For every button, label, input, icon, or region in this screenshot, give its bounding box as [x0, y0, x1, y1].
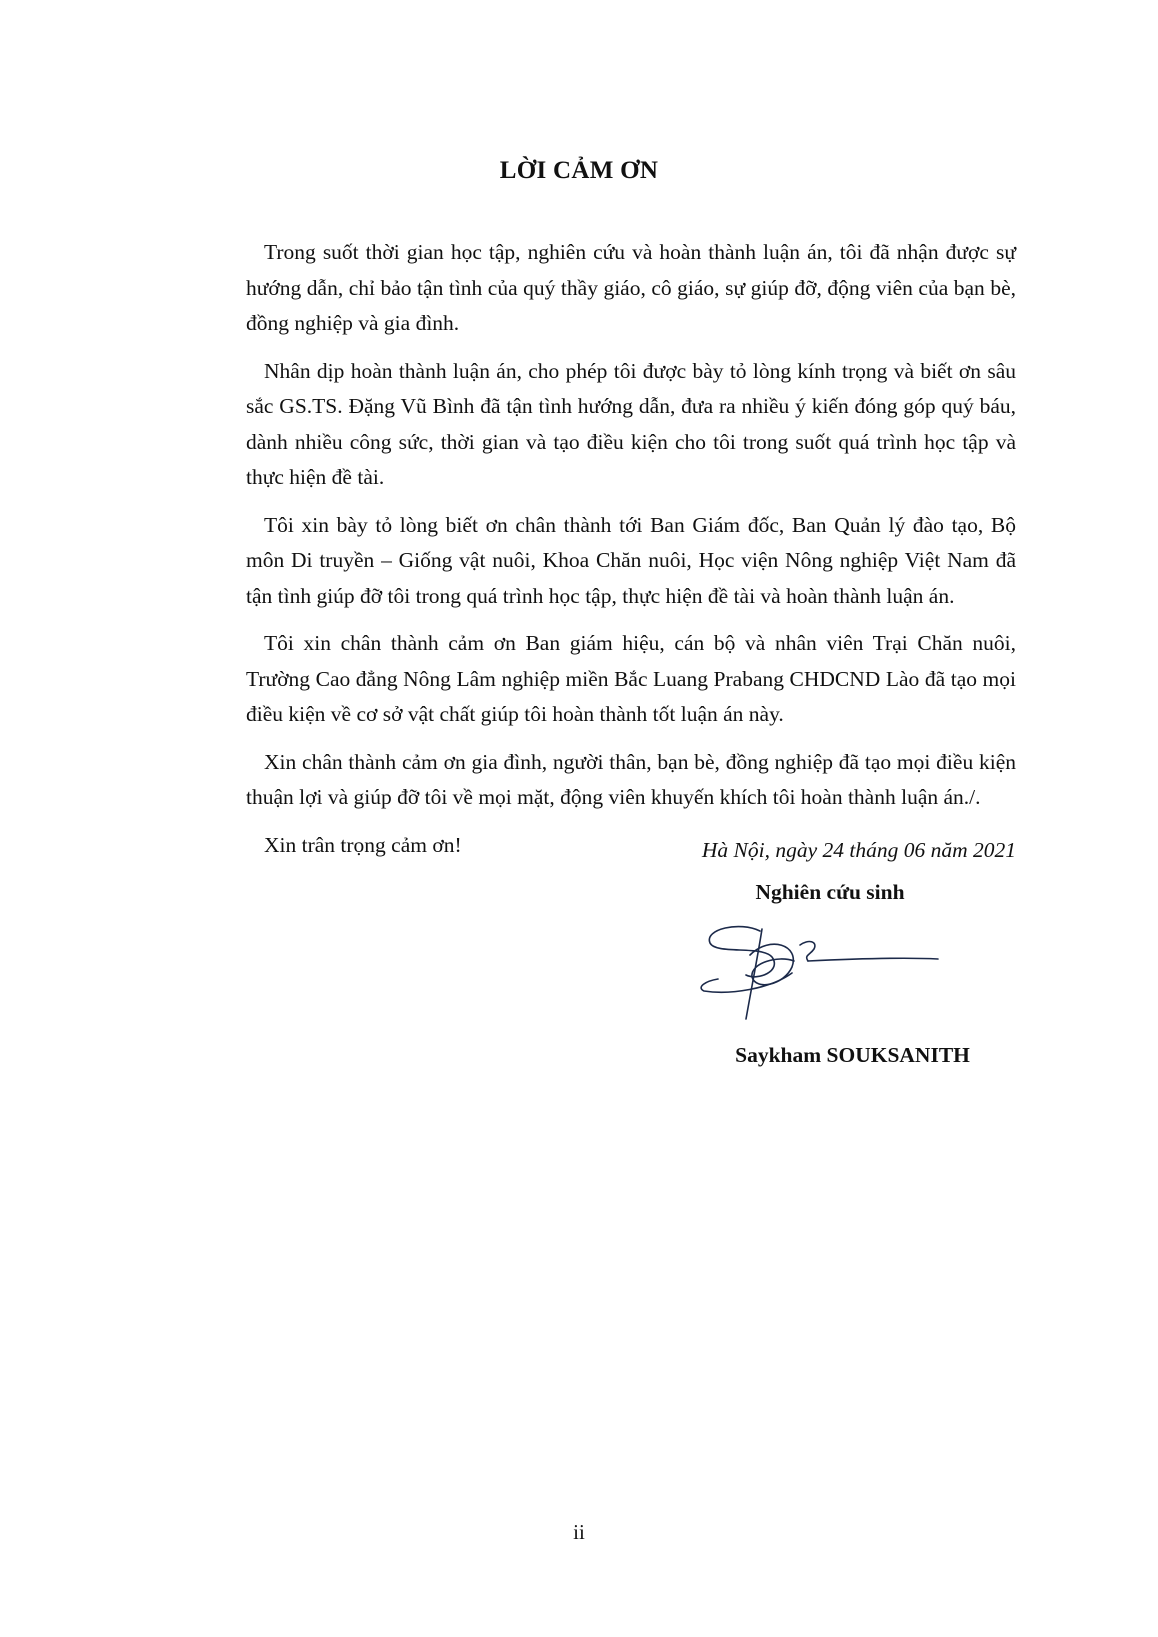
- signer-name: Saykham SOUKSANITH: [735, 1043, 970, 1067]
- handwritten-signature: [700, 915, 980, 1035]
- page-title: LỜI CẢM ƠN: [499, 157, 659, 184]
- acknowledgement-body: [246, 235, 1016, 863]
- signer-role: Nghiên cứu sinh: [755, 880, 905, 904]
- closing-line: Xin trân trọng cảm ơn!: [264, 832, 462, 857]
- date-place-line: Hà Nội, ngày 24 tháng 06 năm 2021: [701, 838, 1016, 862]
- paragraph-4: Tôi xin chân thành cảm ơn Ban giám hiệu, cán bộ và nhân viên Trại Chăn nuôi, Trường Cao đẳng Nông Lâm nghiệp miền Bắc Luang Prabang CHDCND Lào đã tạo mọi điều kiện về cơ sở vật chất giúp tôi hoàn thành tốt luận án này.: [246, 631, 1016, 726]
- paragraph-5: Xin chân thành cảm ơn gia đình, người thân, bạn bè, đồng nghiệp đã tạo mọi điều kiện thuận lợi và giúp đỡ tôi về mọi mặt, động viên khuyến khích tôi hoàn thành luận án./.: [246, 749, 1016, 809]
- paragraph-1: Trong suốt thời gian học tập, nghiên cứu và hoàn thành luận án, tôi đã nhận được sự hướng dẫn, chỉ bảo tận tình của quý thầy giáo, cô giáo, sự giúp đỡ, động viên của bạn bè, đồng nghiệp và gia đình.: [246, 240, 1016, 335]
- page-number: ii: [573, 1520, 585, 1544]
- paragraph-3: Tôi xin bày tỏ lòng biết ơn chân thành tới Ban Giám đốc, Ban Quản lý đào tạo, Bộ môn Di truyền – Giống vật nuôi, Khoa Chăn nuôi, Học viện Nông nghiệp Việt Nam đã tận tình giúp đỡ tôi trong quá trình học tập, thực hiện đề tài và hoàn thành luận án.: [246, 512, 1016, 608]
- paragraph-2: Nhân dịp hoàn thành luận án, cho phép tôi được bày tỏ lòng kính trọng và biết ơn sâu sắc GS.TS. Đặng Vũ Bình đã tận tình hướng dẫn, đưa ra nhiều ý kiến đóng góp quý báu, dành nhiều công sức, thời gian và tạo điều kiện cho tôi trong suốt quá trình học tập và thực hiện đề tài.: [246, 358, 1016, 489]
